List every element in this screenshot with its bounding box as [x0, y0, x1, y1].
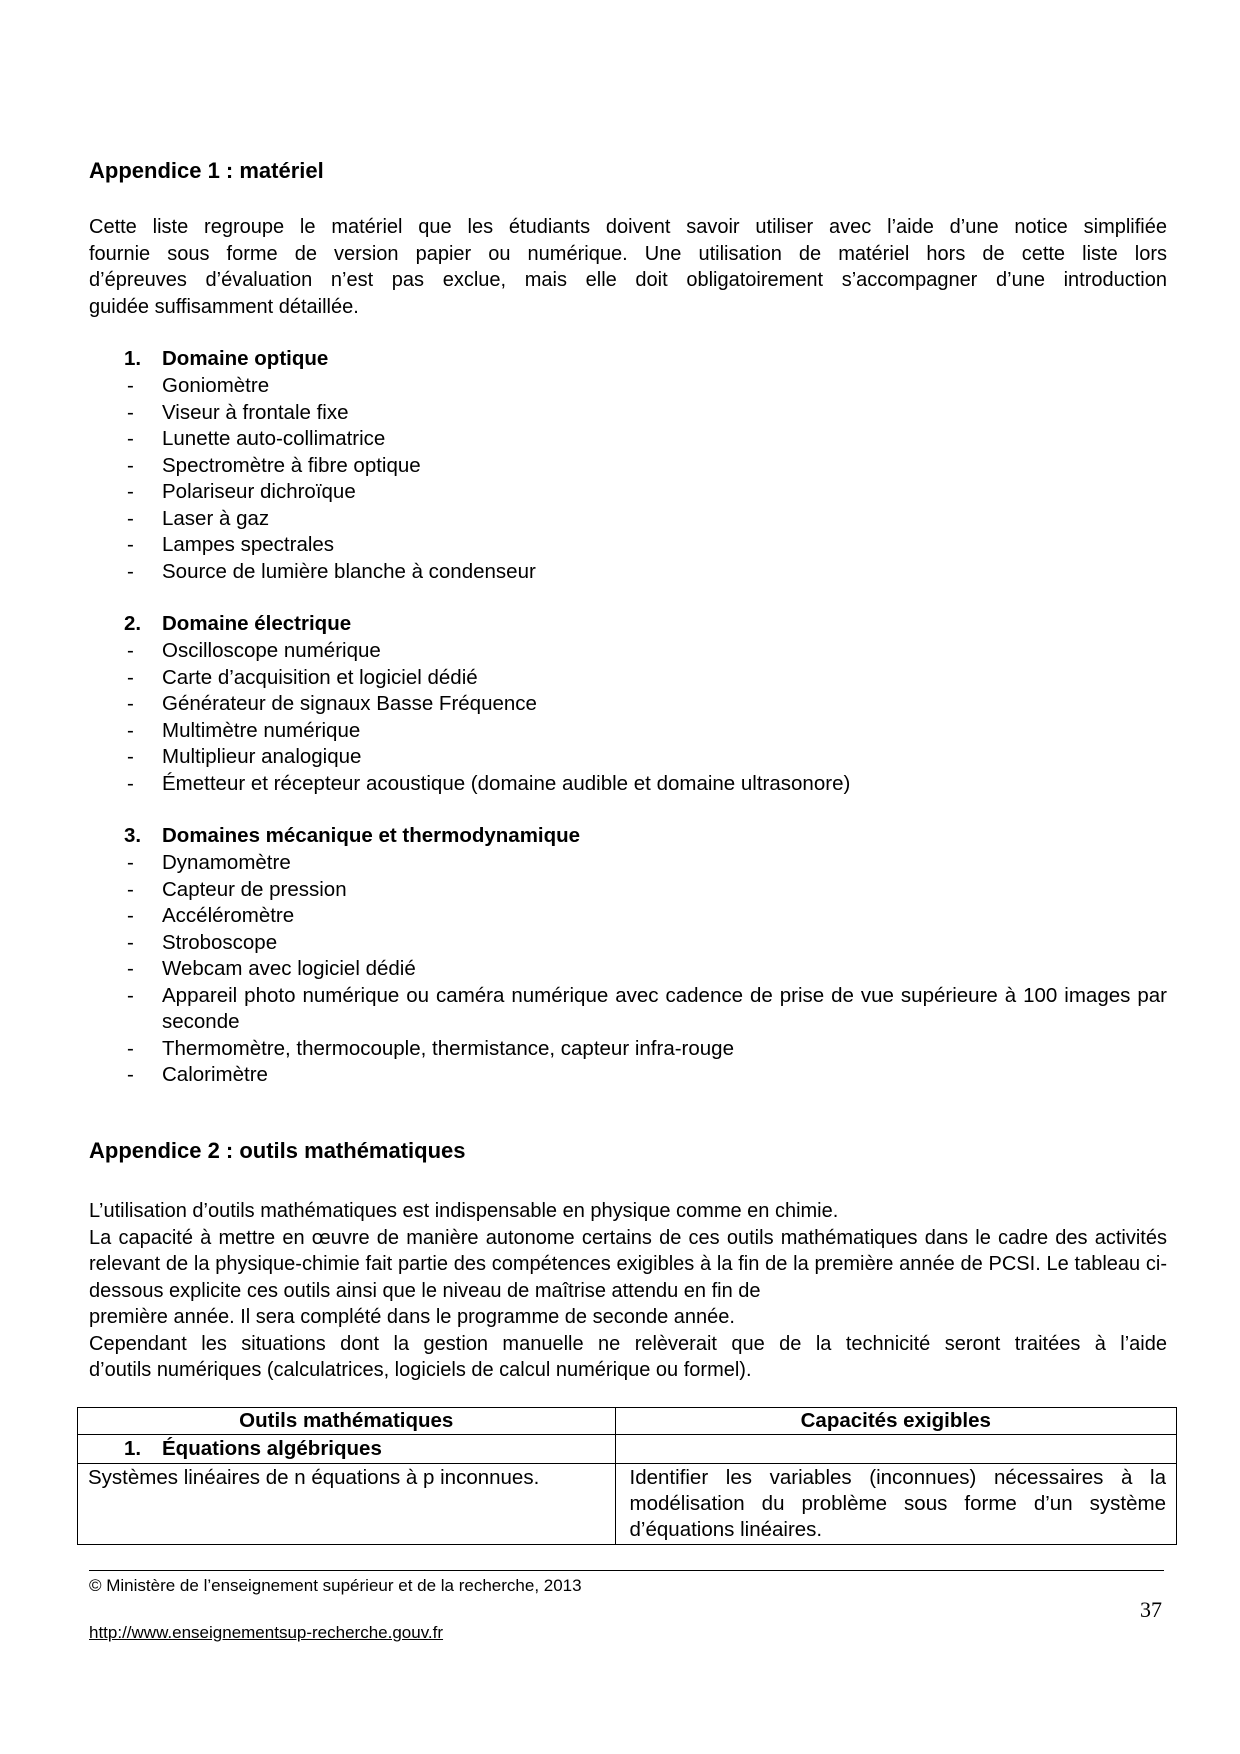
section-mecanique-title [124, 823, 580, 849]
list-item: - Calorimètre [124, 1062, 1167, 1089]
section-number: 3. [124, 824, 142, 847]
list-item: - Émetteur et récepteur acoustique (domaine audible et domaine ultrasonore) [124, 771, 1167, 798]
table-cell [615, 1435, 1176, 1464]
list-item: - Laser à gaz [124, 506, 1167, 533]
list-item: - Viseur à frontale fixe [124, 400, 1167, 427]
intro-line: Cette liste regroupe le matériel que les étudiants doivent savoir utiliser avec l’aide d’une notice simplifiée [89, 216, 1167, 238]
appendix2-title: Appendice 2 : outils mathématiques [89, 1138, 466, 1163]
list-item: - Accéléromètre [124, 903, 1167, 930]
list-item: - Générateur de signaux Basse Fréquence [124, 691, 1167, 718]
list-item: - Carte d’acquisition et logiciel dédié [124, 665, 1167, 692]
list-item: - Oscilloscope numérique [124, 638, 1167, 665]
appendix2-text [89, 1198, 1167, 1384]
section-number: 2. [124, 612, 142, 635]
list-item: - Multimètre numérique [124, 718, 1167, 745]
appendix1-intro [89, 214, 1167, 320]
page-number: 37 [1140, 1597, 1162, 1622]
section-label: Domaine électrique [162, 612, 352, 635]
table-cell [78, 1435, 616, 1464]
list-item: - Lampes spectrales [124, 532, 1167, 559]
intro-line: d’épreuves d’évaluation n’est pas exclue, mais elle doit obligatoirement s’accompagner d’une introduction [89, 269, 1167, 291]
intro-line: fournie sous forme de version papier ou numérique. Une utilisation de matériel hors de cette liste lors [89, 242, 1167, 265]
section-optique-title [124, 346, 328, 372]
section-number: 1. [124, 1437, 142, 1460]
section-number: 1. [124, 347, 142, 370]
section-electrique-list [124, 638, 1167, 797]
section-mecanique-list [124, 850, 1167, 1089]
list-item: - Dynamomètre [124, 850, 1167, 877]
list-item: - Lunette auto-collimatrice [124, 426, 1167, 453]
table-header-row [78, 1408, 1177, 1435]
paragraph: première année. Il sera complété dans le programme de seconde année. [89, 1306, 735, 1328]
list-item: - Capteur de pression [124, 877, 1167, 904]
table-cell: Systèmes linéaires de n équations à p inconnues. [78, 1464, 616, 1545]
list-item: - Stroboscope [124, 930, 1167, 957]
appendix1-title: Appendice 1 : matériel [89, 158, 324, 183]
list-item: - Webcam avec logiciel dédié [124, 956, 1167, 983]
column-header: Capacités exigibles [615, 1408, 1176, 1435]
paragraph: d’outils numériques (calculatrices, logiciels de calcul numérique ou formel). [89, 1359, 752, 1381]
table-section-row [78, 1435, 1177, 1464]
paragraph: L’utilisation d’outils mathématiques est indispensable en physique comme en chimie. [89, 1200, 839, 1222]
paragraph: Cependant les situations dont la gestion manuelle ne relèverait que de la technicité seront traitées à l’aide [89, 1332, 1167, 1355]
capacity-text: Identifier les variables (inconnues) nécessaires à la modélisation du problème sous forme d’un système d’équations linéaires. [629, 1466, 1166, 1541]
footer-copyright: © Ministère de l’enseignement supérieur et de la recherche, 2013 [89, 1576, 582, 1595]
column-header: Outils mathématiques [78, 1408, 616, 1435]
list-item: - Appareil photo numérique ou caméra numérique avec cadence de prise de vue supérieure à 100 images par seconde [124, 983, 1167, 1036]
section-label: Équations algébriques [162, 1437, 382, 1460]
list-item: - Source de lumière blanche à condenseur [124, 559, 1167, 586]
table-cell [615, 1464, 1176, 1545]
intro-line: guidée suffisamment détaillée. [89, 295, 359, 318]
section-electrique-title [124, 611, 351, 637]
section-label: Domaines mécanique et thermodynamique [162, 824, 581, 847]
table-row [78, 1464, 1177, 1545]
math-tools-table [77, 1407, 1177, 1545]
paragraph: La capacité à mettre en œuvre de manière autonome certains de ces outils mathématiques dans le cadre des activités relevant de la physique-chimie fait partie des compétences exigibles à la fin de la première année de PCSI. Le tableau ci-dessous explicite ces outils ainsi que le niveau de maîtrise attendu en fin de [89, 1226, 1167, 1302]
list-item: - Thermomètre, thermocouple, thermistance, capteur infra-rouge [124, 1036, 1167, 1063]
section-optique-list [124, 373, 1167, 585]
footer-link[interactable]: http://www.enseignementsup-recherche.gouv.fr [89, 1623, 444, 1642]
section-label: Domaine optique [162, 347, 329, 370]
list-item: - Polariseur dichroïque [124, 479, 1167, 506]
list-item: - Spectromètre à fibre optique [124, 453, 1167, 480]
footer-divider [89, 1570, 1164, 1571]
list-item: - Multiplieur analogique [124, 744, 1167, 771]
list-item: - Goniomètre [124, 373, 1167, 400]
